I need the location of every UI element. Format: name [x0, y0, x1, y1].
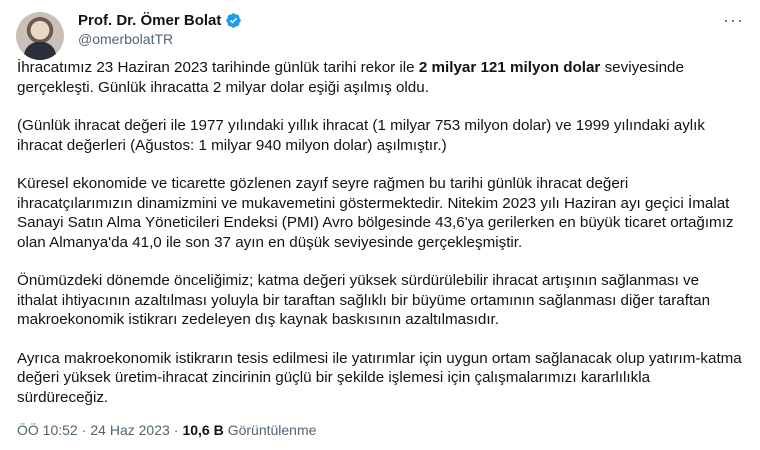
verified-badge-icon: [225, 12, 242, 29]
tweet-paragraph-3: Küresel ekonomide ve ticarette gözlenen zayıf seyre rağmen bu tarihi günlük ihracat değeri ihracatçılarımızın dinamizmini ve mukavemetini göstermektedir. Nitekim 2023 yılı Haziran ayı geçici İmalat Sanayi Satın Alma Yöneticileri Endeksi (PMI) Avro bölgesinde 43,6'ya gerilerken en büyük ticaret ortağımız olan Almanya'da 41,0 ile son 37 ayın en düşük seviyesinde gerçekleşmiştir.: [17, 175, 734, 251]
tweet-paragraph-1: [17, 58, 743, 97]
tweet-paragraph-4: Önümüzdeki dönemde önceliğimiz; katma değeri yüksek sürdürülebilir ihracat artışının sağlanması ve ithalat ihtiyacının azaltılması yoluyla bir taraftan sağlıklı bir büyüme ortamının sağlanması diğer taraftan makroekonomik istikrarı zedeleyen dış kaynak baskısının azaltılmasıdır.: [17, 272, 711, 328]
author-handle[interactable]: @omerbolatTR: [78, 31, 174, 47]
more-dots-icon[interactable]: ···: [723, 10, 744, 30]
avatar[interactable]: [16, 12, 64, 60]
tweet-meta: [17, 422, 316, 438]
tweet-text-bold: 2 milyar 121 milyon dolar: [418, 59, 601, 76]
author-block: [78, 10, 242, 47]
tweet-text-segment: İhracatımız 23 Haziran 2023 tarihinde günlük tarihi rekor ile: [17, 59, 419, 76]
tweet-paragraph-2: (Günlük ihracat değeri ile 1977 yılındaki yıllık ihracat (1 milyar 753 milyon dolar) ve 1999 yılındaki aylık ihracat değerleri (Ağustos: 1 milyar 940 milyon dolar) aşılmıştır.): [17, 117, 705, 154]
tweet-paragraph-5: Ayrıca makroekonomik istikrarın tesis edilmesi ile yatırımlar için uygun ortam sağlanacak olup yatırım-katma değeri yüksek üretim-ihracat zincirinin güçlü bir şekilde işlemesi için çalışmalarımızı kararlılıkla sürdüreceğiz.: [17, 349, 742, 406]
author-name[interactable]: Prof. Dr. Ömer Bolat: [78, 11, 222, 29]
views-count: 10,6 B: [182, 422, 224, 438]
tweet-text: [17, 58, 743, 407]
tweet-date[interactable]: 24 Haz 2023: [90, 422, 170, 438]
author-name-row: [78, 10, 242, 30]
tweet-time[interactable]: ÖÖ 10:52: [17, 422, 78, 438]
tweet-text-segment: seviyesinde gerçekleşti. Günlük ihracatta 2 milyar dolar eşiği aşılmış oldu.: [17, 59, 684, 96]
meta-separator: ·: [173, 422, 179, 438]
views-label: Görüntülenme: [227, 422, 317, 438]
meta-separator: ·: [81, 422, 87, 438]
